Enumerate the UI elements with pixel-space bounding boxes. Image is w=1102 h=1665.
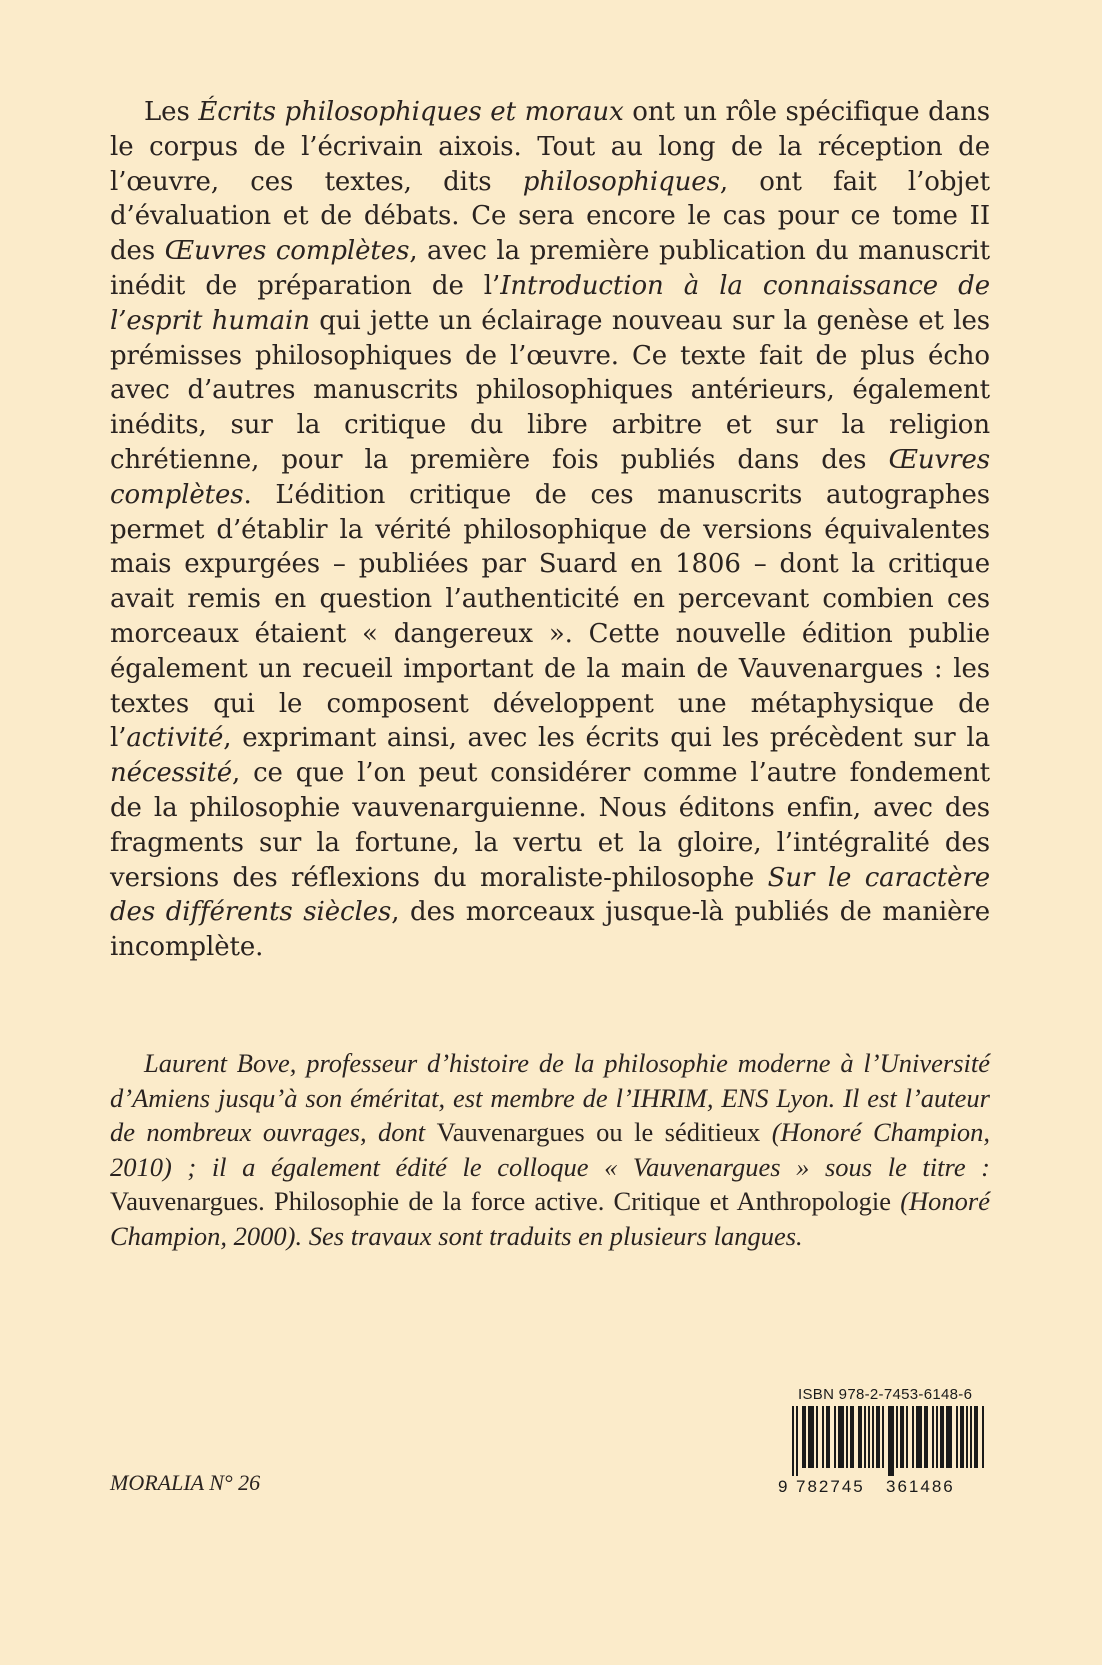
italic-activite: activité xyxy=(126,723,224,754)
barcode-bar xyxy=(956,1406,958,1468)
barcode-bar xyxy=(960,1406,962,1468)
barcode-bar xyxy=(892,1406,894,1476)
description-paragraph xyxy=(110,95,990,965)
barcode-bar xyxy=(878,1406,880,1468)
barcode-bar xyxy=(916,1406,918,1468)
bio-text-run: (Honoré Champion, 2000). Ses travaux sont traduits en plusieurs langues. xyxy=(110,1186,990,1251)
isbn-label: ISBN 978-2-7453-6148-6 xyxy=(798,1386,973,1403)
barcode-bar xyxy=(888,1406,890,1476)
title-introduction: Introduction à la connaissance de l’esprit humain xyxy=(110,270,990,336)
barcode-bar xyxy=(926,1406,928,1468)
barcode-bar xyxy=(932,1406,934,1468)
barcode-bar xyxy=(882,1406,884,1468)
barcode-bar xyxy=(842,1406,844,1468)
barcode-bar xyxy=(838,1406,840,1468)
text-run: Les xyxy=(144,97,199,127)
barcode-bar xyxy=(948,1406,950,1468)
author-bio xyxy=(110,1046,990,1254)
text-run: , exprimant ainsi, avec les écrits qui les précèdent sur la xyxy=(223,723,990,754)
barcode-bar xyxy=(828,1406,830,1468)
title-caractere: Sur le caractère des différents siècles xyxy=(110,862,991,928)
barcode-bar xyxy=(962,1406,964,1468)
text-run: . L’édition critique de ces manuscrits autographes permet d’établir la vérité philosophique de versions équivalentes mais expurgées – publiées par Suard en 1806 – dont la critique avait remis en question l’authenticité en percevant combien ces morceaux étaient « dangereux ». Cette nouvelle édition publie également un recueil important de la main de Vauvenargues : les textes qui le composent développent une métaphysique de l’ xyxy=(110,479,990,754)
barcode-icon xyxy=(772,1406,984,1496)
series-label: MORALIA N° 26 xyxy=(110,1470,261,1495)
barcode-bar xyxy=(840,1406,842,1468)
barcode-bar xyxy=(816,1406,818,1468)
text-run: ont un rôle spécifique dans le corpus de l’écrivain aixois. Tout au long de la réception de l’œuvre, ces textes, dits xyxy=(110,97,990,197)
barcode-bar xyxy=(808,1406,810,1468)
barcode-bar xyxy=(834,1406,836,1468)
text-run: , avec la première publication du manuscrit inédit de préparation de l’ xyxy=(110,236,990,301)
book-title-force-active: Vauvenargues. Philosophie de la force active. Critique et Anthropologie xyxy=(110,1186,892,1217)
barcode-bar xyxy=(864,1406,866,1468)
barcode-bar xyxy=(896,1406,898,1468)
title-oeuvres-completes: Œuvres complètes xyxy=(164,236,410,267)
barcode-bar xyxy=(826,1406,828,1468)
barcode-bar xyxy=(946,1406,948,1468)
barcode-bar xyxy=(802,1406,804,1468)
barcode-bar xyxy=(902,1406,904,1468)
barcode-bar xyxy=(812,1406,814,1468)
barcode-bar xyxy=(850,1406,852,1468)
barcode-bar xyxy=(804,1406,806,1468)
barcode-bar xyxy=(974,1406,976,1468)
barcode-bar xyxy=(792,1406,794,1476)
barcode-bar xyxy=(872,1406,874,1468)
barcode-digits-left: 782745 xyxy=(796,1477,865,1496)
italic-philosophiques: philosophiques xyxy=(522,166,720,197)
barcode-bar xyxy=(976,1406,978,1468)
barcode-bar xyxy=(822,1406,824,1468)
barcode-bar xyxy=(890,1406,892,1476)
barcode-bar xyxy=(810,1406,812,1468)
barcode-bar xyxy=(860,1406,862,1468)
barcode-bar xyxy=(858,1406,860,1468)
barcode-bar xyxy=(920,1406,922,1468)
bio-text-run: Laurent Bove, professeur d’histoire de la philosophie moderne à l’Université d’Amiens jusqu’à son éméritat, est membre de l’IHRIM, ENS Lyon. Il est l’auteur de nombreux ouvrages, dont xyxy=(110,1048,990,1148)
barcode-bar xyxy=(900,1406,902,1468)
barcode-bar xyxy=(940,1406,942,1468)
barcode-bar xyxy=(950,1406,952,1468)
barcode-digits-right: 361486 xyxy=(886,1477,955,1496)
italic-necessite: nécessité xyxy=(110,758,233,789)
text-run: , ont fait l’objet d’évaluation et de débats. Ce sera encore le cas pour ce tome II des xyxy=(110,166,990,267)
book-title-seditieux: Vauvenargues ou le séditieux xyxy=(436,1117,761,1148)
barcode-bar xyxy=(868,1406,870,1468)
text-run: qui jette un éclairage nouveau sur la genèse et les prémisses philosophiques de l’œuvre. Ce texte fait de plus écho avec d’autres manuscrits philosophiques antérieurs, également inédits, sur la critique du libre arbitre et sur la religion chrétienne, pour la première fois publiés dans des xyxy=(110,305,990,475)
isbn-barcode xyxy=(772,1386,984,1496)
barcode-bar xyxy=(906,1406,908,1468)
bio-text-run: (Honoré Champion, 2010) ; il a également édité le colloque « Vauvenargues » sous le titre : xyxy=(110,1117,990,1182)
barcode-digit-first: 9 xyxy=(778,1477,788,1496)
barcode-bar xyxy=(982,1406,984,1468)
barcode-bar xyxy=(942,1406,944,1468)
barcode-bar xyxy=(796,1406,798,1476)
barcode-bar xyxy=(924,1406,926,1468)
barcode-bar xyxy=(846,1406,848,1468)
barcode-bar xyxy=(912,1406,914,1468)
text-run: , ce que l’on peut considérer comme l’autre fondement de la philosophie vauvenarguienne. Nous éditons enfin, avec des fragments sur la fortune, la vertu et la gloire, l’intégralité des versions des réflexions du moraliste-philosophe xyxy=(110,758,990,893)
barcode-bar xyxy=(876,1406,878,1468)
title-oeuvres-completes: Œuvres complètes xyxy=(110,444,990,510)
barcode-bar xyxy=(966,1406,968,1468)
barcode-bar xyxy=(918,1406,920,1468)
barcode-bar xyxy=(970,1406,972,1468)
title-ecrits: Écrits philosophiques et moraux xyxy=(198,97,624,127)
barcode-bar xyxy=(936,1406,938,1468)
text-run: , des morceaux jusque-là publiés de manière incomplète. xyxy=(110,897,990,963)
barcode-bar xyxy=(852,1406,854,1468)
